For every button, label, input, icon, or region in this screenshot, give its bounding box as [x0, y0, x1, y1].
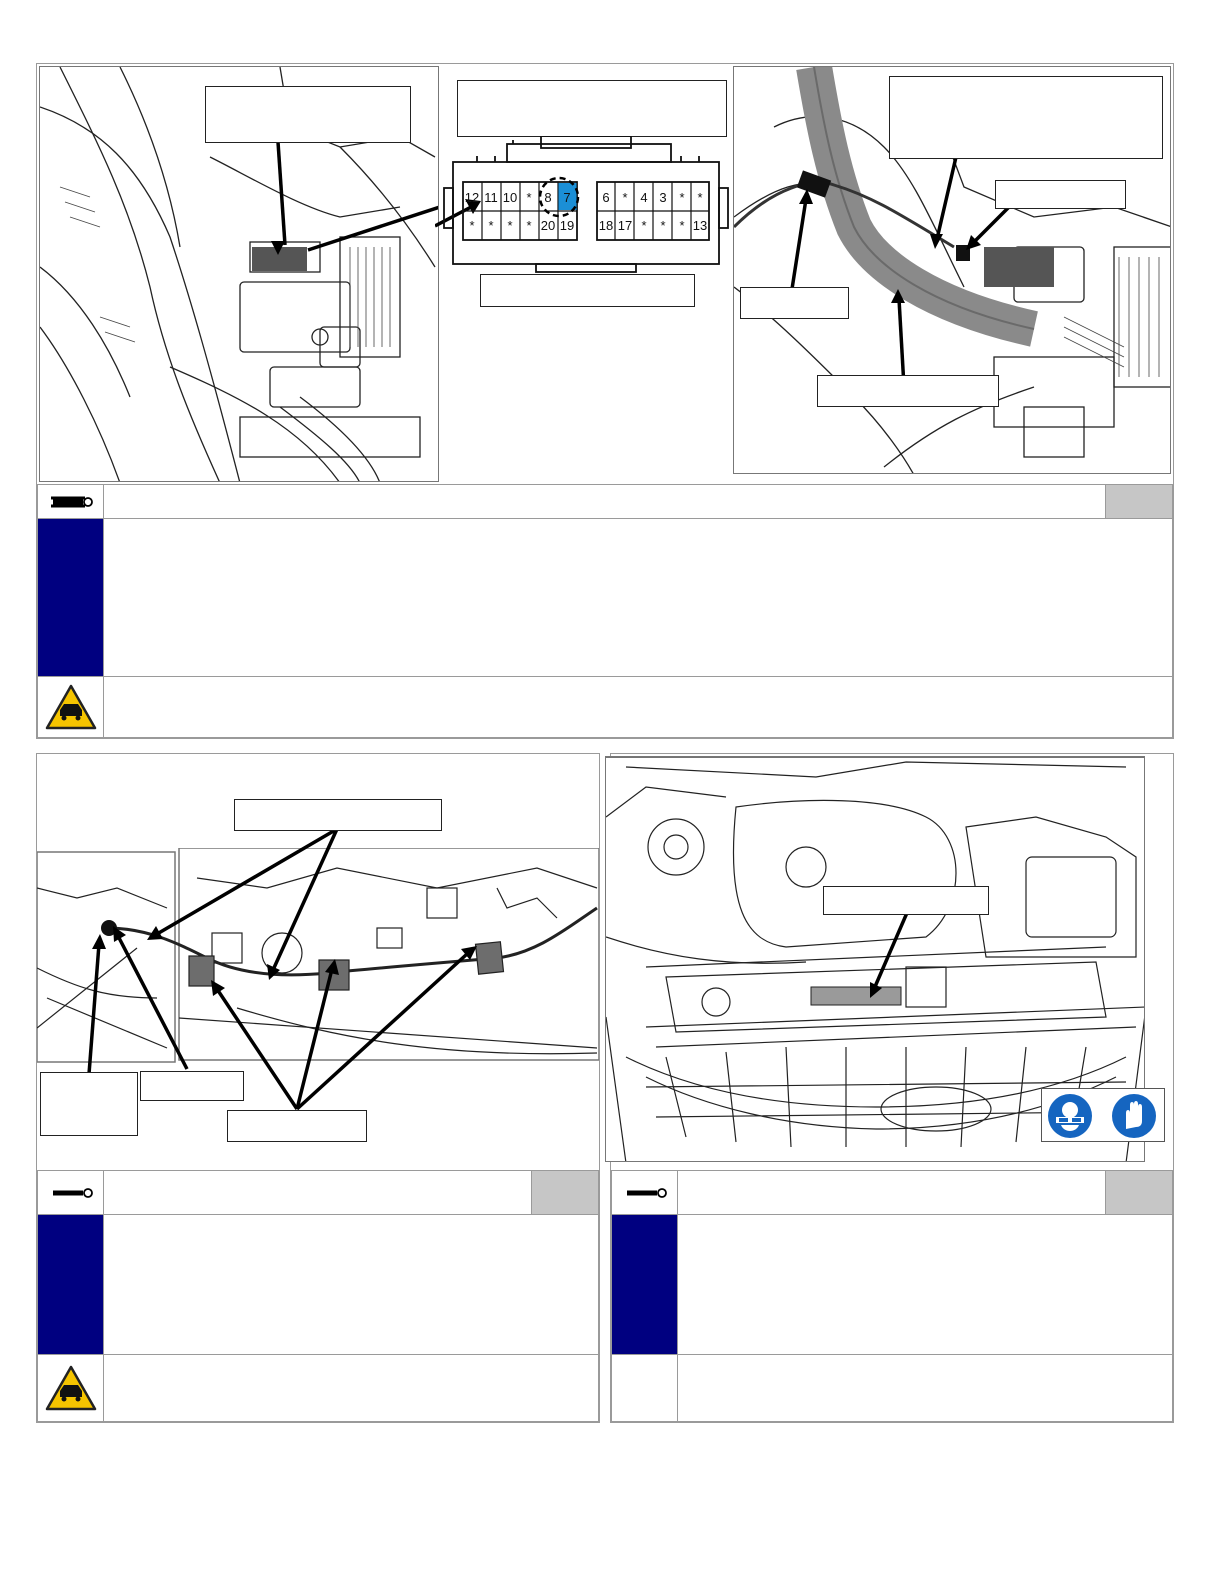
pin-label: 3: [659, 190, 667, 205]
connector-caption-callout: [480, 274, 695, 307]
pin-label: 8: [544, 190, 552, 205]
pin-label: *: [526, 190, 532, 205]
routing-callout-tie: [995, 180, 1126, 209]
tool-row: [611, 1170, 1173, 1216]
tool-cell: [38, 485, 104, 519]
pin-label: *: [469, 218, 475, 233]
connector-pin-diagram: [441, 136, 741, 276]
wrench-icon: [623, 1185, 667, 1201]
instruction-row: [37, 1214, 599, 1356]
time-cell: [1105, 485, 1172, 519]
time-cell: [531, 1171, 598, 1215]
pin-label: *: [679, 190, 685, 205]
pin-label: 19: [559, 218, 575, 233]
step-bottom-right-panel: [610, 753, 1174, 1423]
pin-label: *: [488, 218, 494, 233]
tool-cell: [38, 1171, 104, 1215]
pin-label: 17: [617, 218, 633, 233]
instruction-row: [37, 518, 1173, 678]
wrench-icon: [49, 1185, 93, 1201]
pin-label: *: [660, 218, 666, 233]
step-bottom-left-panel: [36, 753, 600, 1423]
tool-row: [37, 1170, 599, 1216]
engine-label-callout: [823, 886, 989, 915]
routing-callout-conduit: [817, 375, 999, 407]
warning-row: [37, 676, 1173, 738]
pin-label: 12: [464, 190, 480, 205]
time-cell: [1105, 1171, 1172, 1215]
tape-callout-top: [234, 799, 442, 831]
pin-label: *: [641, 218, 647, 233]
pin-label: *: [622, 190, 628, 205]
warning-cell: [38, 1355, 104, 1421]
tool-cell: [612, 1171, 678, 1215]
instruction-row: [611, 1214, 1173, 1356]
warning-cell: [38, 677, 104, 737]
tape-callout-left-a: [40, 1072, 138, 1136]
pin-label: 20: [540, 218, 556, 233]
gloves-icon: [1111, 1093, 1157, 1139]
step-number-cell: [38, 1215, 104, 1355]
pin-label: *: [679, 218, 685, 233]
pin-label: *: [697, 190, 703, 205]
vehicle-warning-icon: [44, 683, 98, 731]
routing-callout-top: [889, 76, 1163, 159]
pin-label: *: [507, 218, 513, 233]
safety-glasses-icon: [1047, 1093, 1093, 1139]
step-number-cell: [612, 1215, 678, 1355]
tape-callout-left-b: [140, 1071, 244, 1101]
pin-label: 11: [484, 190, 498, 205]
pin-label: 13: [692, 218, 708, 233]
pin-label: 6: [602, 190, 610, 205]
wrench-icon: [49, 494, 93, 510]
note-icon-cell: [612, 1355, 678, 1421]
step-number-cell: [38, 519, 104, 677]
tape-callout-bottom: [227, 1110, 367, 1142]
pin-label: 7: [563, 190, 571, 205]
connector-title-callout: [457, 80, 727, 137]
routing-callout-clip: [740, 287, 849, 319]
vehicle-warning-icon: [44, 1364, 98, 1412]
pin-label: 10: [502, 190, 518, 205]
pin-label: 18: [598, 218, 614, 233]
pin-label: 4: [640, 190, 648, 205]
pin-label: *: [526, 218, 532, 233]
connector-location-callout: [205, 86, 411, 143]
tool-row: [37, 484, 1173, 520]
note-row: [611, 1354, 1173, 1422]
warning-row: [37, 1354, 599, 1422]
step-top-panel: [36, 63, 1174, 739]
ppe-icon-box: [1041, 1088, 1165, 1142]
